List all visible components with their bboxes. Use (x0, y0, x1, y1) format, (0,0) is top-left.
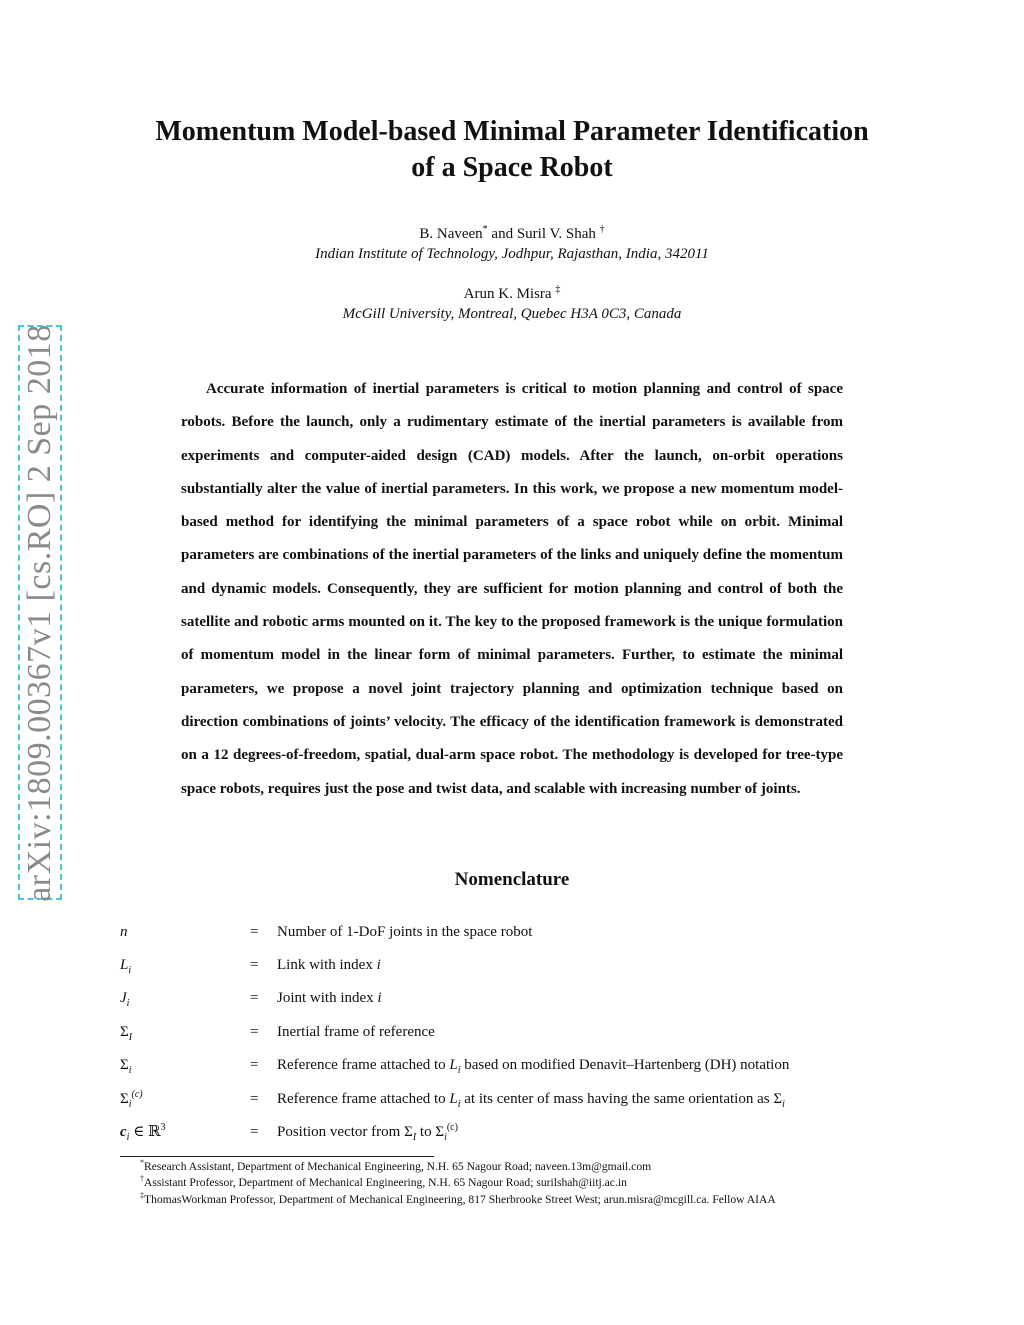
footnote: *Research Assistant, Department of Mechanical Engineering, N.H. 65 Nagour Road; naveen.13m@gmail.com (140, 1158, 652, 1173)
author-names-2: Arun K. Misra ‡ (463, 284, 561, 302)
paper-title (110, 114, 914, 186)
author-block-2 (110, 284, 914, 324)
nomenclature-heading: Nomenclature (454, 869, 570, 890)
affiliation-1: Indian Institute of Technology, Jodhpur, Rajasthan, India, 342011 (315, 246, 709, 262)
abstract: Accurate information of inertial parameters is critical to motion planning and control of space robots. Before the launch, only a rudimentary estimate of the inertial parameters is available from experiments and computer-aided design (CAD) models. After the launch, on-orbit operations substantially alter the value of inertial parameters. In this work, we propose a new momentum model-based method for identifying the minimal parameters of a space robot while on orbit. Minimal parameters are combinations of the inertial parameters of the links and uniquely define the momentum and dynamic models. Consequently, they are sufficient for motion planning and control of both the satellite and robotic arms mounted on it. The key to the proposed framework is the unique formulation of momentum model in the linear form of minimal parameters. Further, to estimate the minimal parameters, we propose a novel joint trajectory planning and optimization technique based on direction combinations of joints’ velocity. The efficacy of the identification framework is demonstrated on a 12 degrees-of-freedom, spatial, dual-arm space robot. The methodology is developed for tree-type space robots, requires just the pose and twist data, and scalable with increasing number of joints. (181, 381, 843, 797)
footnote: †Assistant Professor, Department of Mechanical Engineering, N.H. 65 Nagour Road; surilshah@iitj.ac.in (140, 1174, 627, 1189)
title-line-2: of a Space Robot (411, 152, 613, 183)
author-names-1: B. Naveen* and Suril V. Shah † (419, 224, 605, 242)
footnote-rule (120, 1156, 434, 1157)
footnote: ‡ThomasWorkman Professor, Department of Mechanical Engineering, 817 Sherbrooke Street West; arun.misra@mcgill.ca. Fellow AIAA (140, 1191, 776, 1206)
arxiv-id: arXiv:1809.00367v1 [cs.RO] 2 Sep 2018 (21, 323, 58, 902)
arxiv-stamp (18, 325, 62, 900)
author-block-1 (110, 224, 914, 264)
title-line-1: Momentum Model-based Minimal Parameter Identification (155, 116, 869, 147)
affiliation-2: McGill University, Montreal, Quebec H3A 0C3, Canada (342, 306, 682, 322)
